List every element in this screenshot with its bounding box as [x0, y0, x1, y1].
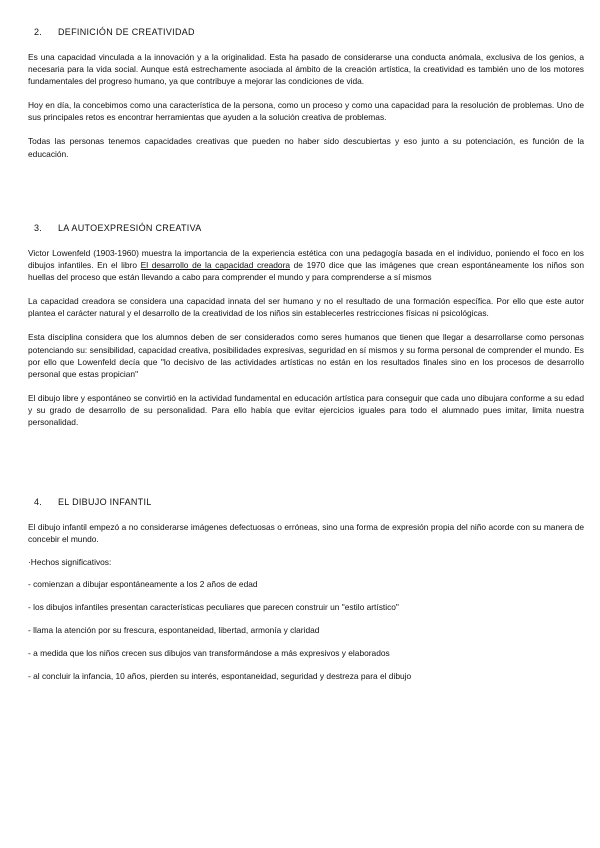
- paragraph: Hoy en día, la concebimos como una característica de la persona, como un proceso y como una capacidad para la resolución de problemas. Uno de sus principales retos es encontrar herramientas que ayuden a la solución creativa de problemas.: [28, 100, 584, 123]
- paragraph: El dibujo libre y espontáneo se convirtió en la actividad fundamental en educación artística para conseguir que cada uno dibujara conforme a su edad y su grado de desarrollo de su personalidad. Para ello había que evitar ejercicios iguales para todo el alumnado pues imitar, limita nuestra personalidad.: [28, 392, 584, 428]
- list-item: - a medida que los niños crecen sus dibujos van transformándose a más expresivos y elaborados: [28, 648, 390, 659]
- paragraph: La capacidad creadora se considera una capacidad innata del ser humano y no el resultado de una formación específica. Por ello que este autor plantea el carácter natural y el desarrollo de la creatividad de los niños sin establecerles restricciones físicas ni psicológicas.: [28, 296, 584, 319]
- section-number: 4.: [34, 497, 43, 507]
- list-title: ·Hechos significativos:: [28, 557, 112, 568]
- paragraph: El dibujo infantil empezó a no considerarse imágenes defectuosas o erróneas, sino una forma de expresión propia del niño acorde con su manera de concebir el mundo.: [28, 522, 584, 545]
- list-item: - llama la atención por su frescura, espontaneidad, libertad, armonía y claridad: [28, 625, 320, 636]
- list-item: - comienzan a dibujar espontáneamente a los 2 años de edad: [28, 579, 258, 590]
- list-item: - los dibujos infantiles presentan características peculiares que parecen construir un "estilo artístico": [28, 602, 399, 613]
- section-title: DEFINICIÓN DE CREATIVIDAD: [58, 27, 195, 37]
- paragraph: Todas las personas tenemos capacidades creativas que pueden no haber sido descubiertas y eso junto a su potenciación, es función de la educación.: [28, 136, 584, 159]
- paragraph: Es una capacidad vinculada a la innovación y a la originalidad. Esta ha pasado de considerarse una conducta anómala, exclusiva de los genios, a necesaria para la vida social. Aunque está estrechamente asociada al ámbito de la creación artística, la creatividad es también uno de los motores fundamentales del progreso humano, ya que contribuye a mejorar las condiciones de vida.: [28, 52, 584, 87]
- list-item: - al concluir la infancia, 10 años, pierden su interés, espontaneidad, seguridad y destreza para el dibujo: [28, 671, 412, 682]
- paragraph: Esta disciplina considera que los alumnos deben de ser considerados como seres humanos que tienen que llegar a desarrollarse como personas potenciando su: sensibilidad, capacidad creativa, posibilidades expresivas, seguridad en sí mismos y su forma personal de comprender el mundo. Es por ello que Lowenfeld decía que "lo decisivo de las actividades artísticas no están en los resultados finales sino en los procesos de desarrollo personal que estas propician": [28, 332, 584, 379]
- paragraph-text: de 1970 dice que las imágenes que crean espontáneamente los niños son huellas del proceso que están llevando a cabo para comprender el mundo y para comprenderse a sí mismos: [28, 260, 584, 283]
- section-heading: [28, 497, 584, 507]
- section-definicion: [28, 27, 584, 172]
- section-title: LA AUTOEXPRESIÓN CREATIVA: [58, 223, 202, 233]
- paragraph-text: Victor Lowenfeld (1903-1960) muestra la importancia de la experiencia estética con una pedagogía basada en el individuo, poniendo el foco en los dibujos infantiles. En el libro: [28, 248, 584, 271]
- section-title: EL DIBUJO INFANTIL: [58, 497, 152, 507]
- section-number: 2.: [34, 27, 43, 37]
- section-heading: [28, 27, 584, 37]
- paragraph: [28, 247, 584, 283]
- section-heading: [28, 223, 584, 233]
- section-autoexpresion: [28, 223, 584, 440]
- section-dibujo-infantil: [28, 497, 584, 693]
- book-title-link[interactable]: El desarrollo de la capacidad creadora: [140, 260, 291, 271]
- section-number: 3.: [34, 223, 43, 233]
